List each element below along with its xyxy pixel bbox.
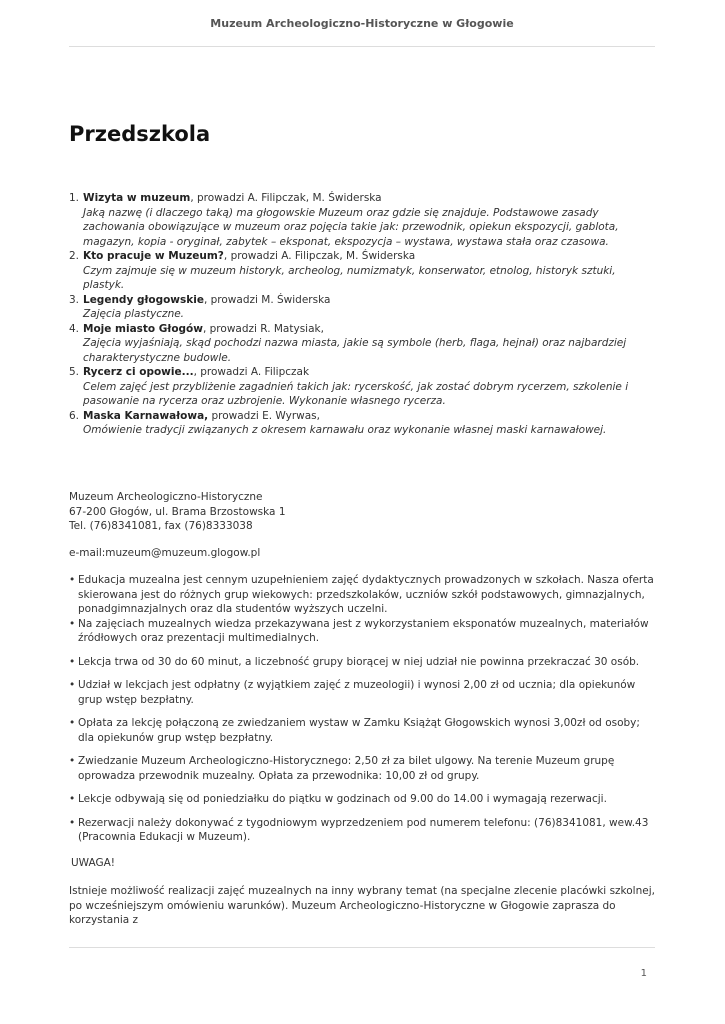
list-item <box>69 191 659 249</box>
museum-email: e-mail:muzeum@muzeum.glogow.pl <box>69 547 261 559</box>
footer-divider <box>69 947 655 948</box>
item-number: 5. <box>69 366 80 378</box>
list-item <box>69 322 659 366</box>
item-description: Zajęcia plastyczne. <box>83 308 185 320</box>
lesson-list <box>69 191 659 438</box>
item-leader: , prowadzi M. Świderska <box>203 293 331 306</box>
item-description: Czym zajmuje się w muzeum historyk, archeolog, numizmatyk, konserwator, etnolog, historyk sztuki, plastyk. <box>83 264 616 291</box>
header-divider <box>69 46 655 47</box>
address-phone: Tel. (76)8341081, fax (76)8333038 <box>69 520 253 532</box>
list-item: • Udział w lekcjach jest odpłatny (z wyjątkiem zajęć z muzeologii) i wynosi 2,00 zł od ucznia; dla opiekunów grup wstęp bezpłatny. <box>69 678 655 707</box>
list-item <box>69 365 659 409</box>
list-item: • Edukacja muzealna jest cennym uzupełnieniem zajęć dydaktycznych prowadzonych w szkołach. Nasza oferta skierowana jest do różnych grup wiekowych: przedszkolaków, uczniów szkół podstawowych, gimnazjalnych, ponadgimnazjalnych oraz dla studentów wyższych uczelni. <box>69 573 655 617</box>
running-header: Muzeum Archeologiczno-Historyczne w Głogowie <box>210 17 514 30</box>
item-leader: , prowadzi A. Filipczak <box>193 366 310 378</box>
list-item: • Zwiedzanie Muzeum Archeologiczno-Historycznego: 2,50 zł za bilet ulgowy. Na terenie Muzeum grupę oprowadza przewodnik muzealny. Opłata za przewodnika: 10,00 zł od grupy. <box>69 754 655 783</box>
item-leader: , prowadzi A. Filipczak, M. Świderska <box>223 250 416 262</box>
museum-address <box>69 490 286 534</box>
address-street: 67-200 Głogów, ul. Brama Brzostowska 1 <box>69 505 286 518</box>
item-name: Kto pracuje w Muzeum? <box>83 250 224 262</box>
item-leader: , prowadzi A. Filipczak, M. Świderska <box>190 192 382 204</box>
info-list <box>69 573 655 845</box>
item-description: Omówienie tradycji związanych z okresem karnawału oraz wykonanie własnej maski karnawałowej. <box>83 424 607 436</box>
list-item <box>69 293 659 322</box>
item-leader: , prowadzi R. Matysiak, <box>202 322 324 335</box>
list-item <box>69 249 659 293</box>
item-name: Maska Karnawałowa, <box>83 409 209 422</box>
item-leader: prowadzi E. Wyrwas, <box>208 409 320 422</box>
closing-paragraph: Istnieje możliwość realizacji zajęć muzealnych na inny wybrany temat (na specjalne zlecenie placówki szkolnej, po wcześniejszym omówieniu warunków). Muzeum Archeologiczno-Historyczne w Głogowie zaprasza do korzystania z <box>69 885 655 926</box>
list-item <box>69 409 659 438</box>
item-number: 6. <box>69 409 80 422</box>
item-description: Jaką nazwę (i dlaczego taką) ma głogowskie Muzeum oraz gdzie się znajduje. Podstawowe zasady zachowania obowiązujące w muzeum oraz pojęcia takie jak: przewodnik, opiekun ekspozycji, gablota, magazyn, kopia - oryginał, zabytek – eksponat, ekspozycja – wystawa, wystawa stała oraz czasowa. <box>83 206 619 248</box>
page-number: 1 <box>640 968 647 979</box>
item-number: 2. <box>69 250 80 262</box>
warning-heading: UWAGA! <box>71 857 116 869</box>
list-item: • Opłata za lekcję połączoną ze zwiedzaniem wystaw w Zamku Książąt Głogowskich wynosi 3,00zł od osoby; dla opiekunów grup wstęp bezpłatny. <box>69 716 655 745</box>
item-description: Celem zajęć jest przybliżenie zagadnień takich jak: rycerskość, jak zostać dobrym rycerzem, szkolenie i pasowanie na rycerza oraz uzbrojenie. Wykonanie własnego rycerza. <box>83 380 629 407</box>
list-item: • Lekcja trwa od 30 do 60 minut, a liczebność grupy biorącej w niej udział nie powinna przekraczać 30 osób. <box>69 655 655 670</box>
item-number: 3. <box>69 293 80 306</box>
item-number: 4. <box>69 322 80 335</box>
address-name: Muzeum Archeologiczno-Historyczne <box>69 491 263 503</box>
list-item: • Rezerwacji należy dokonywać z tygodniowym wyprzedzeniem pod numerem telefonu: (76)8341081, wew.43 (Pracownia Edukacji w Muzeum). <box>69 816 655 845</box>
list-item: • Na zajęciach muzealnych wiedza przekazywana jest z wykorzystaniem eksponatów muzealnych, materiałów źródłowych oraz prezentacji multimedialnych. <box>69 617 655 646</box>
item-description: Zajęcia wyjaśniają, skąd pochodzi nazwa miasta, jakie są symbole (herb, flaga, hejnał) oraz najbardziej charakterystyczne budowle. <box>83 337 627 364</box>
page-title: Przedszkola <box>69 122 211 146</box>
item-name: Moje miasto Głogów <box>83 322 203 335</box>
list-item: • Lekcje odbywają się od poniedziałku do piątku w godzinach od 9.00 do 14.00 i wymagają rezerwacji. <box>69 792 655 807</box>
item-number: 1. <box>69 192 80 204</box>
item-name: Wizyta w muzeum <box>83 192 191 204</box>
item-name: Rycerz ci opowie... <box>83 366 194 378</box>
item-name: Legendy głogowskie <box>83 293 204 306</box>
